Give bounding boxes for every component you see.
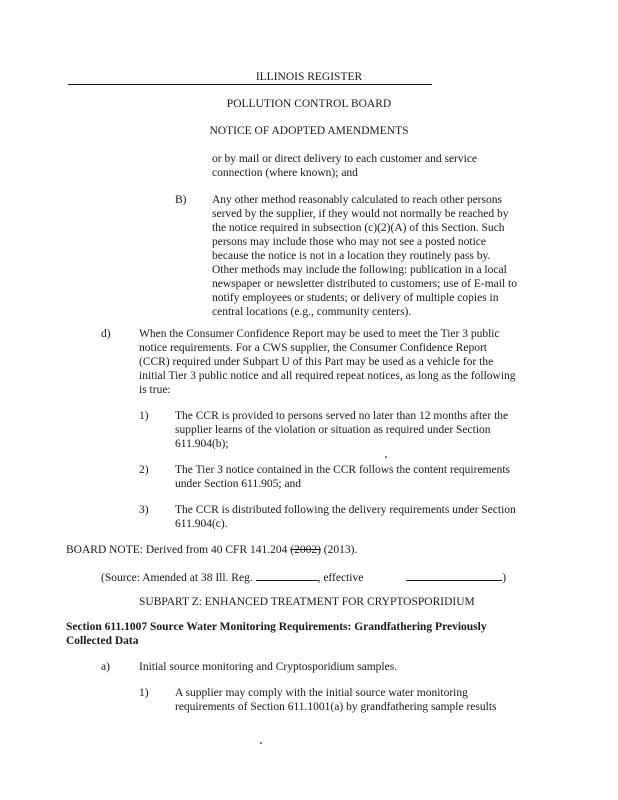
continuation-line-1: or by mail or direct delivery to each customer and service	[212, 153, 478, 165]
sub-item-2-line-1: The Tier 3 notice contained in the CCR follows the content requirements	[175, 464, 511, 476]
item-b-line-9: central locations (e.g., community centers).	[212, 306, 412, 318]
item-a1-line-2: requirements of Section 611.1001(a) by grandfathering sample results	[175, 701, 497, 713]
board-name: POLLUTION CONTROL BOARD	[226, 98, 392, 110]
source-line	[101, 569, 506, 586]
source-middle: , effective	[317, 572, 367, 584]
section-heading-line-2: Collected Data	[66, 635, 139, 647]
sub-item-3-label: 3)	[139, 504, 149, 516]
subpart-heading: SUBPART Z: ENHANCED TREATMENT FOR CRYPTOSPORIDIUM	[139, 596, 475, 608]
continuation-line-2: connection (where known); and	[212, 167, 358, 179]
item-d-line-1: When the Consumer Confidence Report may be used to meet the Tier 3 public	[139, 328, 500, 340]
item-d-line-3: (CCR) required under Subpart U of this Part may be used as a vehicle for the	[139, 356, 494, 368]
sub-item-1-line-1: The CCR is provided to persons served no later than 12 months after the	[175, 410, 509, 422]
item-b-line-8: notify employees or students; or delivery of multiple copies in	[212, 292, 499, 304]
notice-title: NOTICE OF ADOPTED AMENDMENTS	[209, 125, 409, 137]
item-a-text: Initial source monitoring and Cryptosporidium samples.	[139, 661, 398, 673]
sub-item-2-line-2: under Section 611.905; and	[175, 478, 302, 490]
item-d-label: d)	[101, 328, 111, 340]
item-d-line-2: notice requirements. For a CWS supplier, the Consumer Confidence Report	[139, 342, 487, 354]
section-heading-line-1: Section 611.1007 Source Water Monitoring Requirements: Grandfathering Previously	[66, 621, 487, 633]
item-b-line-3: the notice required in subsection (c)(2)(A) of this Section. Such	[212, 222, 505, 234]
scan-speck	[385, 456, 387, 458]
sub-item-3-line-1: The CCR is distributed following the delivery requirements under Section	[175, 504, 516, 516]
item-a1-line-1: A supplier may comply with the initial source water monitoring	[175, 687, 468, 699]
page-speck	[260, 742, 262, 744]
board-note-suffix: (2013).	[320, 544, 358, 556]
item-b-line-4: persons may include those who may not see a posted notice	[212, 236, 487, 248]
board-note-prefix: BOARD NOTE: Derived from 40 CFR 141.204	[66, 544, 291, 556]
sub-item-1-line-3: 611.904(b);	[175, 438, 229, 450]
sub-item-3-line-2: 611.904(c).	[175, 518, 228, 530]
item-b-line-1: Any other method reasonably calculated to reach other persons	[212, 194, 502, 206]
item-b-line-2: served by the supplier, if they would not normally be reached by	[212, 208, 509, 220]
sub-item-1-label: 1)	[139, 410, 149, 422]
item-b-line-6: Other methods may include the following: publication in a local	[212, 264, 507, 276]
item-a1-label: 1)	[139, 687, 149, 699]
board-note	[66, 543, 357, 558]
source-prefix: (Source: Amended at 38 Ill. Reg.	[101, 572, 256, 584]
item-d-line-5: is true:	[139, 384, 171, 396]
sub-item-2-label: 2)	[139, 464, 149, 476]
source-spacer	[366, 570, 406, 581]
sub-item-1-line-2: supplier learns of the violation or situation as required under Section	[175, 424, 491, 436]
source-reg-blank	[256, 569, 318, 581]
item-a-label: a)	[101, 661, 110, 673]
source-suffix: )	[502, 572, 507, 584]
item-b-line-5: because the notice is not in a location they routinely pass by.	[212, 250, 491, 262]
item-d-line-4: initial Tier 3 public notice and all required repeat notices, as long as the following	[139, 370, 516, 382]
register-title: ILLINOIS REGISTER	[255, 71, 363, 83]
item-b-label: B)	[175, 194, 187, 206]
source-date-blank	[406, 569, 502, 581]
item-b-line-7: newspaper or newsletter distributed to customers; use of E-mail to	[212, 278, 517, 290]
board-note-struck-year: (2002)	[290, 544, 321, 556]
